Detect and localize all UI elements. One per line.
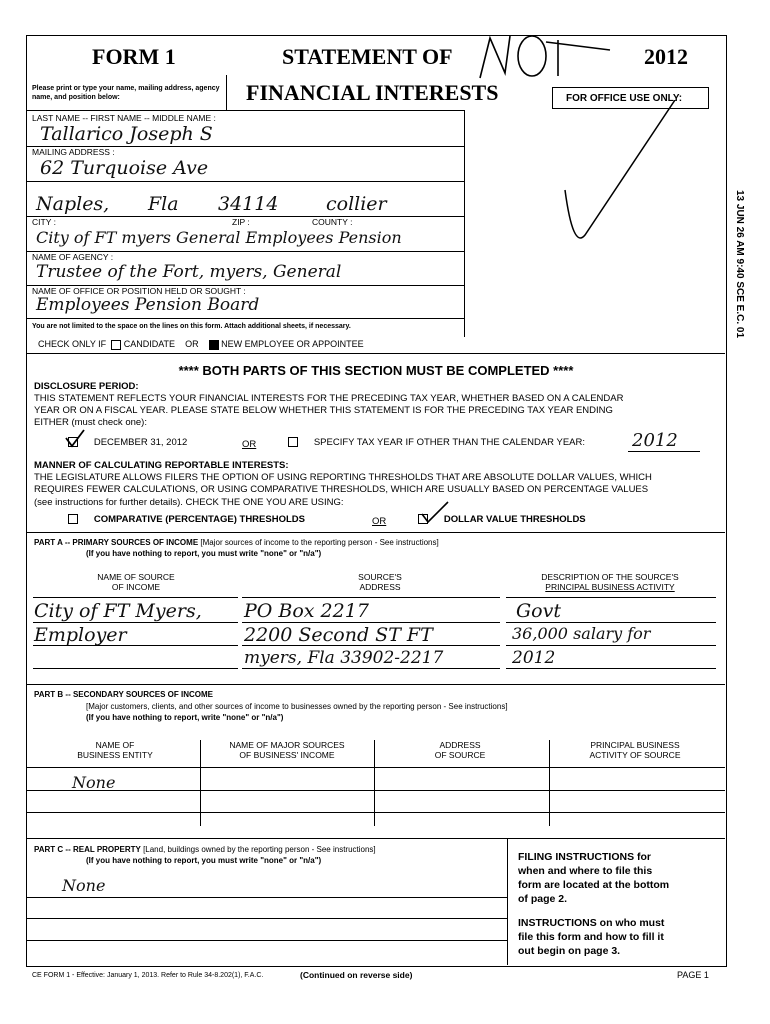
specify-value: 2012 (632, 430, 678, 451)
part-a-row2-desc: 36,000 salary for (512, 624, 651, 643)
part-a-row1-addr: PO Box 2217 (244, 600, 369, 622)
part-c-heading-row (34, 845, 376, 854)
part-b-col4: PRINCIPAL BUSINESS ACTIVITY OF SOURCE (589, 740, 681, 760)
disclosure-heading: DISCLOSURE PERIOD: (34, 381, 139, 392)
city-label: CITY : (32, 217, 56, 227)
disclosure-text2: YEAR OR ON A FISCAL YEAR. PLEASE STATE BELOW WHETHER THIS STATEMENT IS FOR THE PRECEDING TAX YEAR ENDING (34, 405, 613, 416)
filing-instructions: FILING INSTRUCTIONS for when and where to file this form are located at the bottom of page 2. INSTRUCTIONS on who must file this form and how to fill it out begin on page 3. (518, 851, 670, 957)
candidate-label: CANDIDATE (123, 339, 176, 349)
identity-top (27, 110, 465, 111)
part-b-note2: (If you have nothing to report, write "none" or "n/a") (86, 713, 284, 722)
footer-page: PAGE 1 (677, 970, 709, 980)
comparative-checkbox[interactable] (68, 514, 78, 524)
agency-label: NAME OF AGENCY : (32, 252, 114, 262)
or-underlined: OR (242, 439, 257, 450)
both-parts-heading: **** BOTH PARTS OF THIS SECTION MUST BE COMPLETED **** (178, 363, 574, 378)
specify-label: SPECIFY TAX YEAR IF OTHER THAN THE CALENDAR YEAR: (313, 437, 586, 448)
position-value-line2: Employees Pension Board (36, 295, 260, 315)
part-c-subnote: (If you have nothing to report, you must write "none" or "n/a") (86, 856, 322, 865)
manner-text2: REQUIRES FEWER CALCULATIONS, OR USING COMPARATIVE THRESHOLDS, WHICH ARE USUALLY BASED ON PERCENTAGE VALUES (34, 484, 649, 495)
part-a-row1-name: City of FT Myers, (34, 600, 202, 622)
manner-text3: (see instructions for further details). CHECK THE ONE YOU ARE USING: (34, 497, 344, 508)
part-b-col1: NAME OF BUSINESS ENTITY (77, 740, 153, 760)
identity-divider (464, 110, 465, 337)
name-label: LAST NAME -- FIRST NAME -- MIDDLE NAME : (32, 113, 216, 123)
part-c-value: None (62, 876, 106, 895)
part-b-col3: ADDRESS OF SOURCE (434, 740, 486, 760)
part-a-row3-addr: myers, Fla 33902-2217 (244, 648, 444, 668)
statement-line2: FINANCIAL INTERESTS (246, 80, 499, 105)
part-a-row1-desc: Govt (516, 600, 561, 622)
specify-checkbox[interactable] (288, 437, 298, 447)
form-title: FORM 1 (92, 44, 176, 69)
part-c-note: [Land, buildings owned by the reporting person - See instructions] (143, 845, 376, 854)
part-a-subnote: (If you have nothing to report, you must write "none" or "n/a") (86, 549, 322, 558)
statement-line1: STATEMENT OF (282, 44, 453, 69)
state-value: Fla (148, 193, 179, 215)
name-value: Tallarico Joseph S (40, 123, 213, 145)
not-limited-note: You are not limited to the space on the lines on this form. Attach additional sheets, if necessary. (32, 323, 351, 330)
handwritten-not-mark (470, 28, 620, 83)
candidate-checkbox[interactable] (111, 340, 121, 350)
part-b-heading: PART B -- SECONDARY SOURCES OF INCOME (34, 690, 213, 699)
dollar-label: DOLLAR VALUE THRESHOLDS (443, 514, 586, 525)
position-value-line1: Trustee of the Fort, myers, General (36, 262, 342, 282)
city-value: Naples, (36, 193, 110, 215)
part-b-note1: [Major customers, clients, and other sources of income to businesses owned by the reporting person - See instructions] (86, 702, 508, 711)
or-label: OR (185, 339, 199, 349)
part-a-row2-addr: 2200 Second ST FT (244, 624, 433, 646)
mailing-label: MAILING ADDRESS : (32, 147, 115, 157)
part-a-col2: SOURCE'S ADDRESS (358, 572, 402, 592)
part-a-row3-desc: 2012 (512, 648, 556, 668)
form-year: 2012 (644, 44, 688, 69)
comparative-label: COMPARATIVE (PERCENTAGE) THRESHOLDS (93, 514, 305, 525)
received-stamp: 13 JUN 26 AM 9:40 SCE E.C. 01 (734, 190, 745, 339)
part-a-note: [Major sources of income to the reporting person - See instructions] (200, 538, 439, 547)
position-label: NAME OF OFFICE OR POSITION HELD OR SOUGHT : (32, 286, 246, 296)
instructions-text: Please print or type your name, mailing address, agency name, and position below: (32, 85, 220, 101)
address-line1: 62 Turquoise Ave (40, 157, 209, 179)
new-employee-label: NEW EMPLOYEE OR APPOINTEE (221, 339, 364, 349)
part-b-col2: NAME OF MAJOR SOURCES OF BUSINESS' INCOME (229, 740, 345, 760)
comparative-row (68, 514, 305, 526)
dec31-label: DECEMBER 31, 2012 (93, 437, 188, 448)
check-only-label: CHECK ONLY IF (38, 339, 107, 349)
or-underlined-2: OR (372, 516, 387, 527)
zip-value: 34114 (218, 193, 279, 215)
disclosure-text1: THIS STATEMENT REFLECTS YOUR FINANCIAL INTERESTS FOR THE PRECEDING TAX YEAR, WHETHER BASED ON A CALENDAR (34, 393, 624, 404)
part-a-heading: PART A -- PRIMARY SOURCES OF INCOME (34, 538, 199, 547)
part-a-row2-name: Employer (34, 624, 127, 646)
part-a-col1: NAME OF SOURCE OF INCOME (97, 572, 175, 592)
footer-form-ref: CE FORM 1 - Effective: January 1, 2013. Refer to Rule 34-8.202(1), F.A.C. (32, 972, 264, 979)
dec31-check-mark (64, 428, 86, 448)
handwritten-check-mark (555, 100, 695, 260)
dollar-check-mark (418, 500, 452, 524)
check-only-row (38, 339, 364, 350)
part-c-heading: PART C -- REAL PROPERTY (34, 845, 141, 854)
zip-label: ZIP : (232, 217, 250, 227)
county-label: COUNTY : (312, 217, 353, 227)
manner-heading: MANNER OF CALCULATING REPORTABLE INTERESTS: (34, 460, 289, 471)
part-a-col3: DESCRIPTION OF THE SOURCE'S PRINCIPAL BUSINESS ACTIVITY (541, 572, 679, 592)
office-use-label: FOR OFFICE USE ONLY: (566, 93, 683, 104)
footer-continued: (Continued on reverse side) (300, 970, 413, 980)
part-a-heading-row (34, 538, 439, 547)
manner-text1: THE LEGISLATURE ALLOWS FILERS THE OPTION OF USING REPORTING THRESHOLDS THAT ARE ABSOLUTE DOLLAR VALUES, WHICH (34, 472, 652, 483)
agency-value: City of FT myers General Employees Pension (36, 228, 402, 247)
specify-row (288, 437, 585, 449)
disclosure-text3: EITHER (must check one): (34, 417, 147, 428)
new-employee-checkbox[interactable] (209, 340, 219, 350)
part-b-value: None (72, 773, 116, 792)
county-value: collier (326, 193, 387, 215)
